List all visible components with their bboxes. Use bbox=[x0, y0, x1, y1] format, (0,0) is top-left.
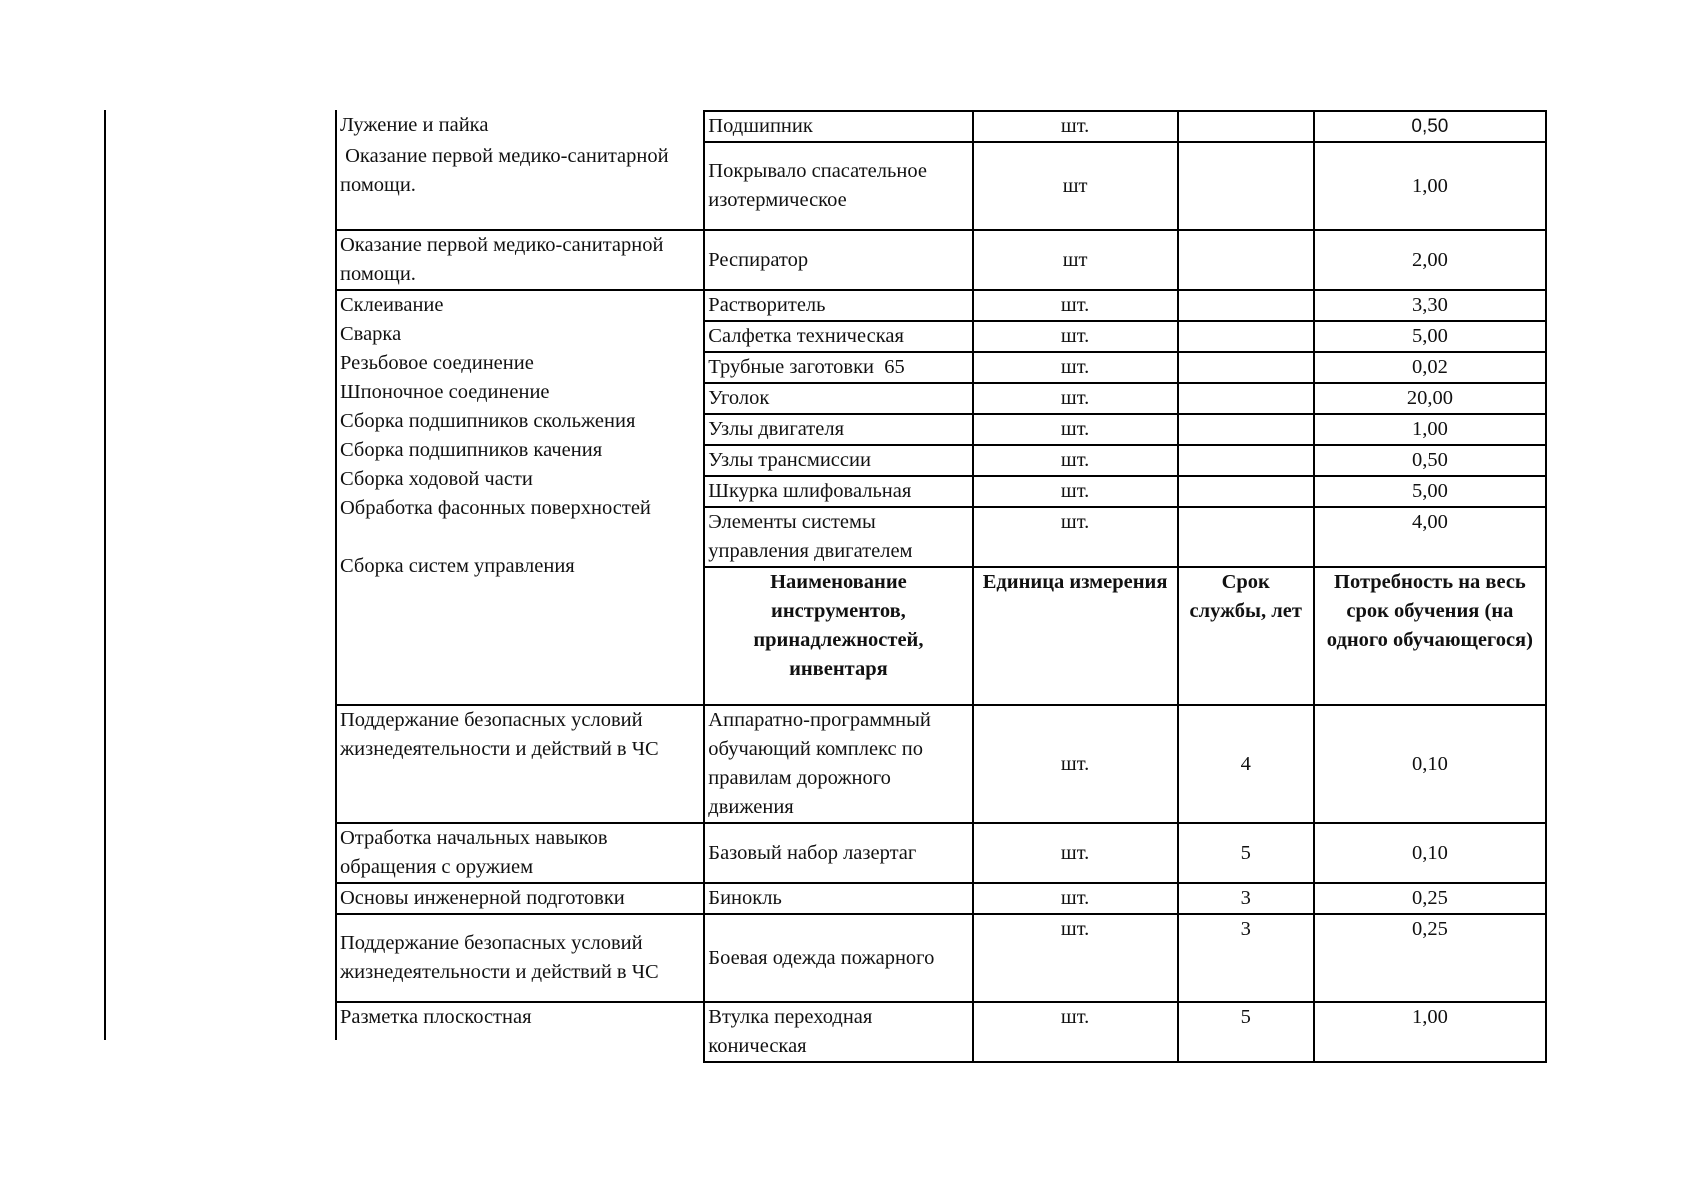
activity-cell: Лужение и пайка bbox=[335, 111, 704, 142]
life-cell bbox=[1178, 476, 1314, 507]
need-cell: 0,50 bbox=[1314, 111, 1546, 142]
item-cell: Уголок bbox=[704, 383, 972, 414]
unit-cell: шт. bbox=[973, 1002, 1178, 1062]
activity-item: Шпоночное соединение bbox=[340, 381, 550, 403]
table-row bbox=[335, 230, 1546, 290]
unit-cell: шт. bbox=[973, 290, 1178, 321]
need-cell: 0,50 bbox=[1314, 445, 1546, 476]
item-cell: Боевая одежда пожарного bbox=[704, 914, 972, 1002]
table-row bbox=[335, 111, 1546, 142]
activity-cell: Поддержание безопасных условий жизнедеятельности и действий в ЧС bbox=[335, 705, 704, 823]
activity-cell: Разметка плоскостная bbox=[335, 1002, 704, 1062]
item-cell: Растворитель bbox=[704, 290, 972, 321]
item-cell: Базовый набор лазертаг bbox=[704, 823, 972, 883]
life-cell bbox=[1178, 414, 1314, 445]
unit-cell: шт. bbox=[973, 321, 1178, 352]
life-cell bbox=[1178, 111, 1314, 142]
unit-cell: шт. bbox=[973, 507, 1178, 567]
table-row bbox=[335, 823, 1546, 883]
activity-cell: Основы инженерной подготовки bbox=[335, 883, 704, 914]
need-cell: 0,25 bbox=[1314, 914, 1546, 1002]
life-cell bbox=[1178, 352, 1314, 383]
page-margin-line bbox=[104, 110, 106, 1040]
table-row bbox=[335, 290, 1546, 321]
header-life: Срок службы, лет bbox=[1178, 567, 1314, 705]
need-cell: 5,00 bbox=[1314, 476, 1546, 507]
table-row bbox=[335, 705, 1546, 823]
life-cell bbox=[1178, 230, 1314, 290]
life-cell bbox=[1178, 507, 1314, 567]
header-item: Наименование инструментов, принадлежностей, инвентаря bbox=[704, 567, 972, 705]
unit-cell: шт. bbox=[973, 111, 1178, 142]
item-cell: Аппаратно-программный обучающий комплекс по правилам дорожного движения bbox=[704, 705, 972, 823]
unit-cell: шт. bbox=[973, 352, 1178, 383]
item-cell: Салфетка техническая bbox=[704, 321, 972, 352]
activity-item: Резьбовое соединение bbox=[340, 352, 534, 374]
table-left-line bbox=[335, 110, 337, 1040]
need-cell: 0,10 bbox=[1314, 823, 1546, 883]
life-cell: 3 bbox=[1178, 883, 1314, 914]
need-cell: 0,02 bbox=[1314, 352, 1546, 383]
activity-item: Сборка ходовой части bbox=[340, 468, 533, 490]
need-cell: 1,00 bbox=[1314, 1002, 1546, 1062]
unit-cell: шт. bbox=[973, 445, 1178, 476]
equipment-table bbox=[335, 110, 1547, 1063]
need-cell: 1,00 bbox=[1314, 414, 1546, 445]
item-cell: Узлы двигателя bbox=[704, 414, 972, 445]
need-cell: 2,00 bbox=[1314, 230, 1546, 290]
item-cell: Узлы трансмиссии bbox=[704, 445, 972, 476]
header-unit: Единица измерения bbox=[973, 567, 1178, 705]
unit-cell: шт. bbox=[973, 914, 1178, 1002]
life-cell bbox=[1178, 290, 1314, 321]
need-cell: 0,25 bbox=[1314, 883, 1546, 914]
item-cell: Покрывало спасательное изотермическое bbox=[704, 142, 972, 230]
unit-cell: шт. bbox=[973, 705, 1178, 823]
need-cell: 5,00 bbox=[1314, 321, 1546, 352]
unit-cell: шт. bbox=[973, 414, 1178, 445]
unit-cell: шт. bbox=[973, 476, 1178, 507]
activity-item: Сварка bbox=[340, 323, 402, 345]
unit-cell: шт bbox=[973, 230, 1178, 290]
activity-list-cell bbox=[335, 290, 704, 705]
table-row bbox=[335, 142, 1546, 230]
need-cell: 0,10 bbox=[1314, 705, 1546, 823]
item-cell: Шкурка шлифовальная bbox=[704, 476, 972, 507]
header-need: Потребность на весь срок обучения (на одного обучающегося) bbox=[1314, 567, 1546, 705]
unit-cell: шт. bbox=[973, 883, 1178, 914]
item-cell: Трубные заготовки 65 bbox=[704, 352, 972, 383]
life-cell: 3 bbox=[1178, 914, 1314, 1002]
item-cell: Втулка переходная коническая bbox=[704, 1002, 972, 1062]
table-row bbox=[335, 883, 1546, 914]
activity-cell: Оказание первой медико-санитарной помощи. bbox=[335, 230, 704, 290]
activity-item: Обработка фасонных поверхностей bbox=[340, 497, 651, 519]
activity-cell: Оказание первой медико-санитарной помощи. bbox=[335, 142, 704, 230]
unit-cell: шт bbox=[973, 142, 1178, 230]
activity-item: Сборка систем управления bbox=[340, 555, 575, 577]
need-cell: 3,30 bbox=[1314, 290, 1546, 321]
item-cell: Подшипник bbox=[704, 111, 972, 142]
need-cell: 4,00 bbox=[1314, 507, 1546, 567]
unit-cell: шт. bbox=[973, 383, 1178, 414]
activity-cell: Поддержание безопасных условий жизнедеятельности и действий в ЧС bbox=[335, 914, 704, 1002]
activity-item: Сборка подшипников скольжения bbox=[340, 410, 636, 432]
table-row bbox=[335, 914, 1546, 1002]
item-cell: Бинокль bbox=[704, 883, 972, 914]
unit-cell: шт. bbox=[973, 823, 1178, 883]
need-cell: 20,00 bbox=[1314, 383, 1546, 414]
life-cell: 4 bbox=[1178, 705, 1314, 823]
item-cell: Респиратор bbox=[704, 230, 972, 290]
life-cell bbox=[1178, 321, 1314, 352]
activity-item: Сборка подшипников качения bbox=[340, 439, 603, 461]
table-row bbox=[335, 1002, 1546, 1062]
need-cell: 1,00 bbox=[1314, 142, 1546, 230]
activity-item: Склеивание bbox=[340, 294, 444, 316]
life-cell bbox=[1178, 445, 1314, 476]
life-cell: 5 bbox=[1178, 823, 1314, 883]
item-cell: Элементы системы управления двигателем bbox=[704, 507, 972, 567]
life-cell bbox=[1178, 142, 1314, 230]
activity-cell: Отработка начальных навыков обращения с оружием bbox=[335, 823, 704, 883]
life-cell: 5 bbox=[1178, 1002, 1314, 1062]
life-cell bbox=[1178, 383, 1314, 414]
